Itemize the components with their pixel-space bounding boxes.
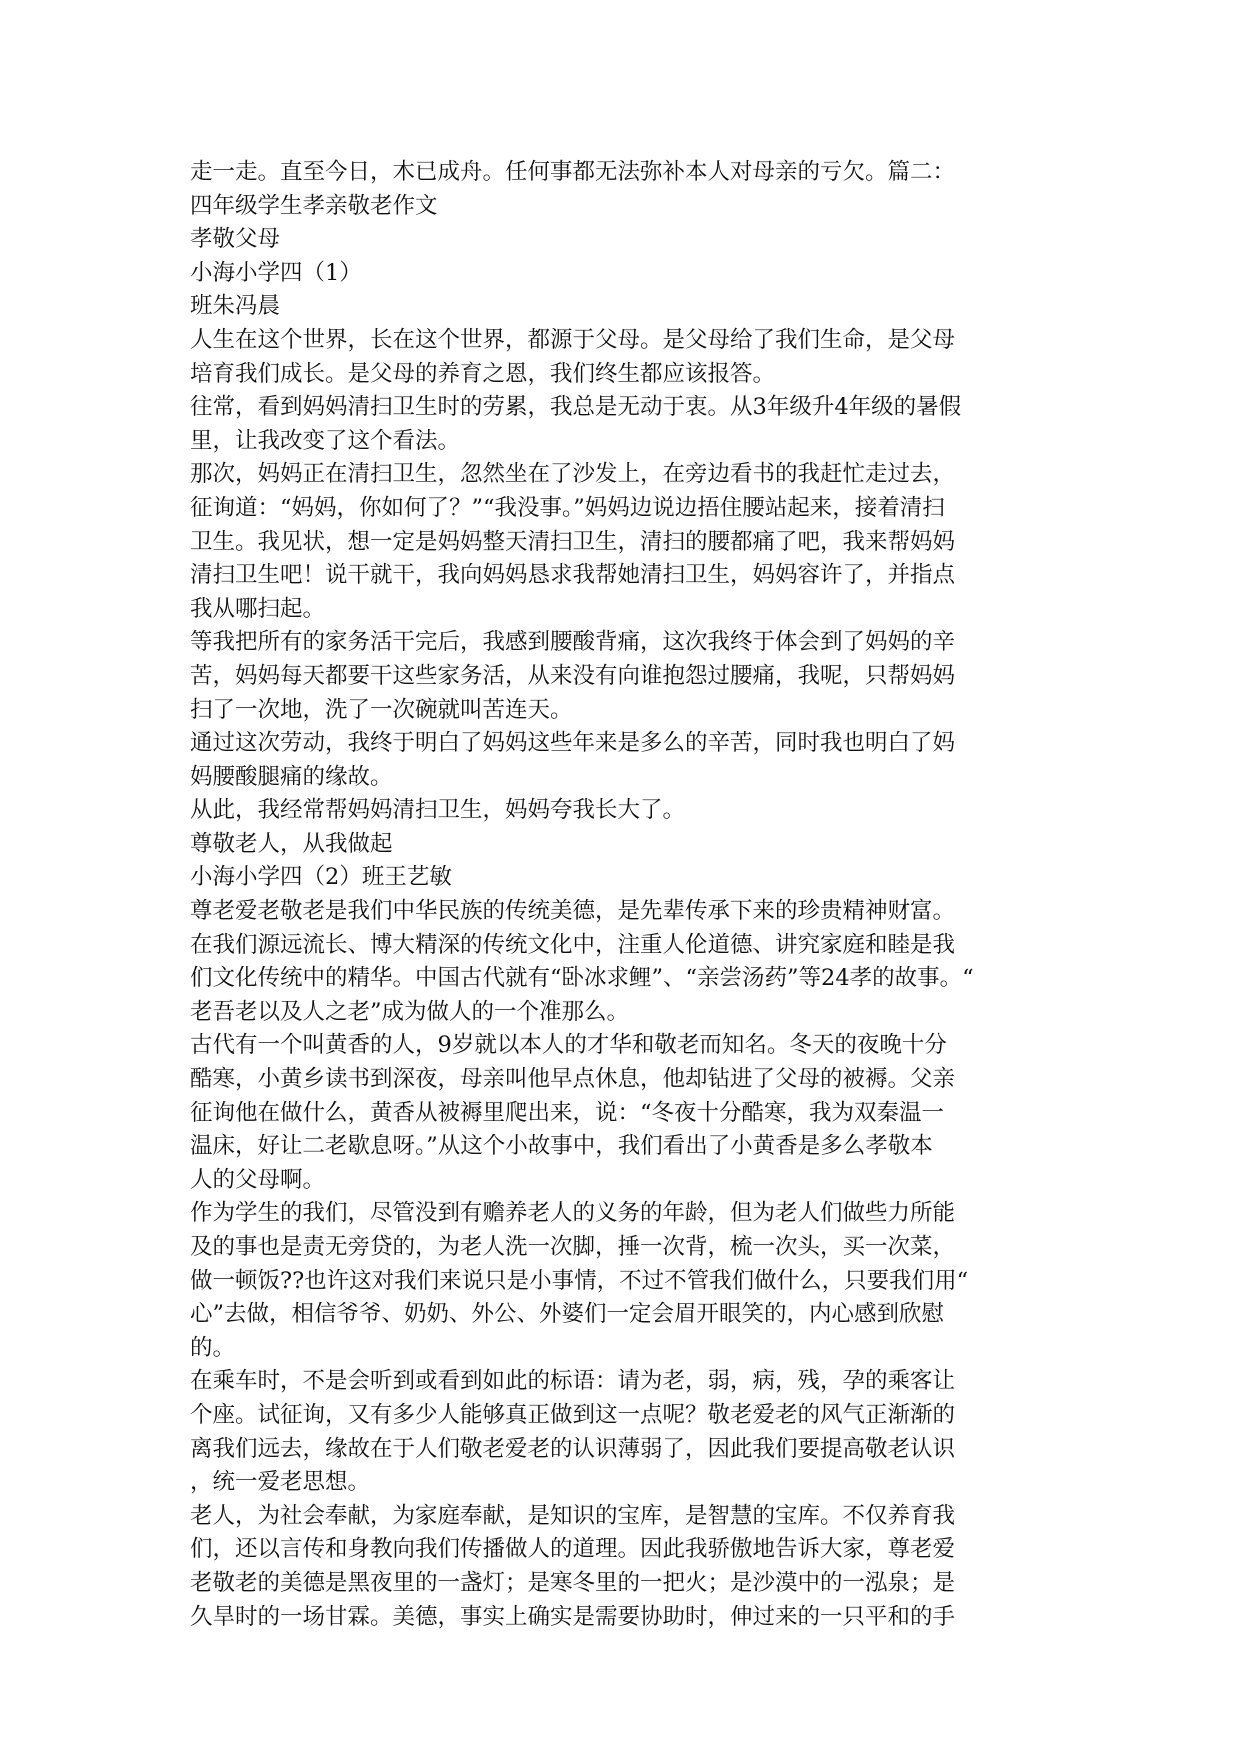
text-line: 小海小学四（2）班王艺敏 (190, 864, 452, 891)
text-line: 做一顿饭??也许这对我们来说只是小事情，不过不管我们做什么，只要我们用“ (190, 1267, 969, 1294)
text-line: 那次，妈妈正在清扫卫生，忽然坐在了沙发上，在旁边看书的我赶忙走过去， (190, 461, 956, 488)
text-line: 妈腰酸腿痛的缘故。 (190, 763, 393, 790)
text-line: 在我们源远流长、博大精深的传统文化中，注重人伦道德、讲究家庭和睦是我 (190, 931, 956, 958)
text-line: 老敬老的美德是黑夜里的一盏灯；是寒冬里的一把火；是沙漠中的一泓泉；是 (190, 1569, 956, 1596)
text-line: 人的父母啊。 (190, 1166, 326, 1193)
text-line: 离我们远去，缘故在于人们敬老爱老的认识薄弱了，因此我们要提高敬老认识 (190, 1435, 956, 1462)
text-line: 们，还以言传和身教向我们传播做人的道理。因此我骄傲地告诉大家，尊老爱 (190, 1536, 956, 1563)
text-line: 在乘车时，不是会听到或看到如此的标语：请为老，弱，病，残，孕的乘客让 (190, 1368, 956, 1395)
text-line: 心”去做，相信爷爷、奶奶、外公、外婆们一定会眉开眼笑的，内心感到欣慰 (190, 1301, 945, 1328)
text-line: ，统一爱老思想。 (190, 1469, 371, 1496)
text-line: 小海小学四（1） (190, 259, 362, 286)
text-line: 们文化传统中的精华。中国古代就有“卧冰求鲤”、“亲尝汤药”等24孝的故事。“ (190, 965, 974, 992)
text-line: 四年级学生孝亲敬老作文 (190, 192, 438, 219)
text-line: 通过这次劳动，我终于明白了妈妈这些年来是多么的辛苦，同时我也明白了妈 (190, 730, 956, 757)
text-line: 人生在这个世界，长在这个世界，都源于父母。是父母给了我们生命，是父母 (190, 326, 956, 353)
text-line: 老人，为社会奉献，为家庭奉献，是知识的宝库，是智慧的宝库。不仅养育我 (190, 1502, 956, 1529)
text-line: 从此，我经常帮妈妈清扫卫生，妈妈夸我长大了。 (190, 797, 686, 824)
text-line: 作为学生的我们，尽管没到有赡养老人的义务的年龄，但为老人们做些力所能 (190, 1200, 956, 1227)
text-line: 班朱冯晨 (190, 293, 281, 320)
body-text (190, 156, 1070, 1634)
text-line: 酷寒，小黄乡读书到深夜，母亲叫他早点休息，他却钻进了父母的被褥。父亲 (190, 1066, 956, 1093)
text-line: 个座。试征询，又有多少人能够真正做到这一点呢？敬老爱老的风气正渐渐的 (190, 1401, 956, 1428)
text-line: 征询他在做什么，黄香从被褥里爬出来，说：“冬夜十分酷寒，我为双秦温一 (190, 1099, 945, 1126)
text-line: 尊老爱老敬老是我们中华民族的传统美德，是先辈传承下来的珍贵精神财富。 (190, 898, 956, 925)
text-line: 久旱时的一场甘霖。美德，事实上确实是需要协助时，伸过来的一只平和的手 (190, 1603, 956, 1630)
text-line: 里，让我改变了这个看法。 (190, 427, 461, 454)
text-line: 等我把所有的家务活干完后，我感到腰酸背痛，这次我终于体会到了妈妈的辛 (190, 629, 956, 656)
text-line: 及的事也是责无旁贷的，为老人洗一次脚，捶一次背，梳一次头，买一次菜， (190, 1234, 956, 1260)
text-line: 培育我们成长。是父母的养育之恩，我们终生都应该报答。 (190, 360, 776, 387)
text-line: 扫了一次地，洗了一次碗就叫苦连天。 (190, 696, 573, 723)
text-line: 卫生。我见状，想一定是妈妈整天清扫卫生，清扫的腰都痛了吧，我来帮妈妈 (190, 528, 956, 555)
text-line: 往常，看到妈妈清扫卫生时的劳累，我总是无动于衷。从3年级升4年级的暑假 (190, 394, 962, 421)
text-line: 孝敬父母 (190, 226, 281, 253)
text-line: 老吾老以及人之老”成为做人的一个准那么。 (190, 998, 630, 1025)
text-line: 古代有一个叫黄香的人，9岁就以本人的才华和敬老而知名。冬天的夜晚十分 (190, 1032, 947, 1059)
text-line: 清扫卫生吧！说干就干，我向妈妈恳求我帮她清扫卫生，妈妈容许了，并指点 (190, 562, 956, 589)
text-line: 的。 (190, 1334, 236, 1361)
text-line: 征询道：“妈妈，你如何了？”“我没事。”妈妈边说边捂住腰站起来，接着清扫 (190, 494, 945, 521)
text-line: 尊敬老人，从我做起 (190, 830, 393, 857)
text-line: 走一走。直至今日，木已成舟。任何事都无法弥补本人对母亲的亏欠。篇二： (190, 159, 956, 185)
text-line: 温床，好让二老歇息呀。”从这个小故事中，我们看出了小黄香是多么孝敬本 (190, 1133, 933, 1160)
text-line: 苦，妈妈每天都要干这些家务活，从来没有向谁抱怨过腰痛，我呢，只帮妈妈 (190, 662, 956, 689)
text-line: 我从哪扫起。 (190, 595, 326, 622)
